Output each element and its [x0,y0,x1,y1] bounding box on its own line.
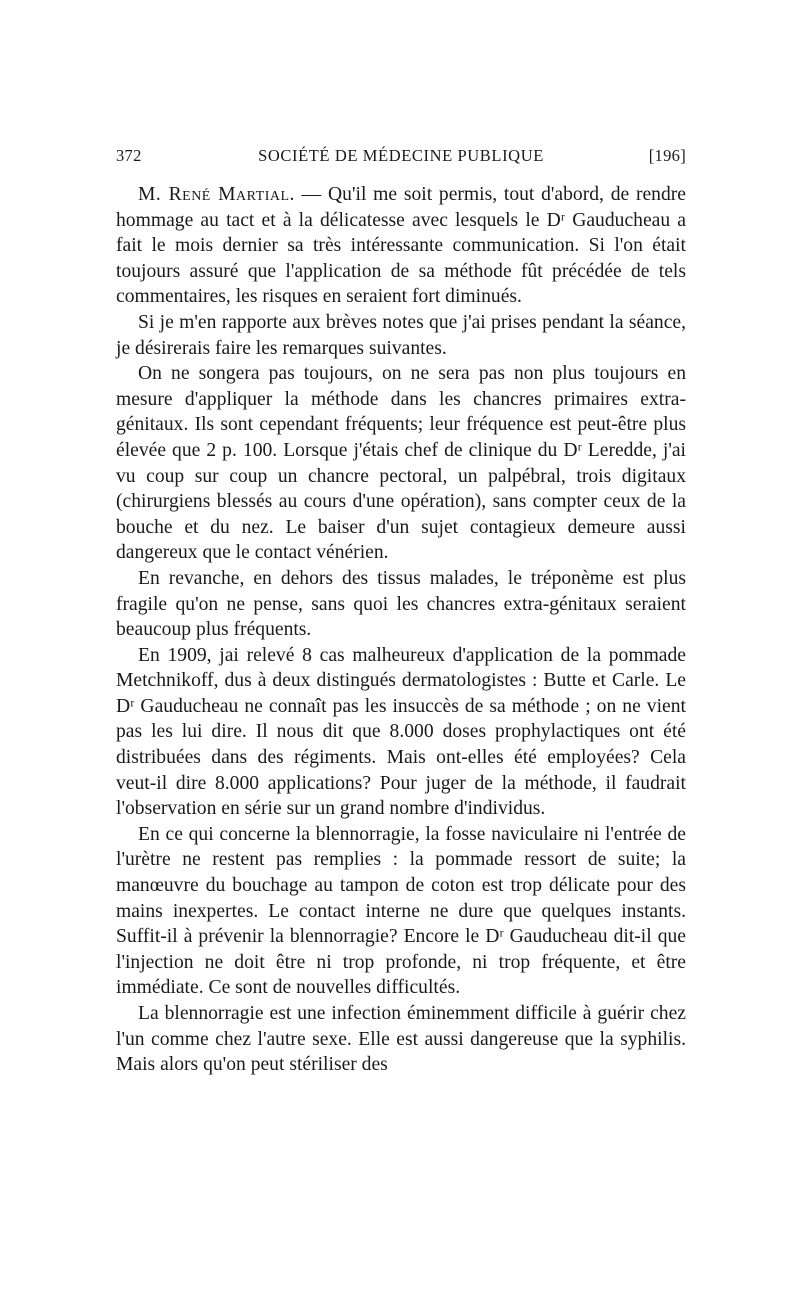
journal-title: SOCIÉTÉ DE MÉDECINE PUBLIQUE [258,146,544,165]
book-page [116,146,686,1078]
running-head [116,146,686,170]
paragraph [116,182,686,310]
paragraph: En 1909, jai relevé 8 cas malheureux d'application de la pommade Metchnikoff, dus à deux distingués dermatologistes : Butte et Carle. Le Dʳ Gauducheau ne connaît pas les insuccès de sa méthode ; on ne vient pas les lui dire. Il nous dit que 8.000 doses prophylactiques ont été distribuées dans des régiments. Mais ont-elles été employées? Cela veut-il dire 8.000 applications? Pour juger de la méthode, il faudrait l'observation en série sur un grand nombre d'individus. [116,644,686,820]
paragraph: Si je m'en rapporte aux brèves notes que j'ai prises pendant la séance, je désirerais faire les remarques suivantes. [116,311,686,359]
paragraph-text: — Qu'il me soit permis, tout d'abord, de rendre hommage au tact et à la délicatesse avec lesquels le Dʳ Gauducheau a fait le mois dernier sa très intéressante communication. Si l'on était toujours assuré que l'application de sa méthode fût précédée de tels commentaires, les risques en seraient fort diminués. [116,184,686,308]
paragraph: En ce qui concerne la blennorragie, la fosse naviculaire ni l'entrée de l'urètre ne restent pas remplies : la pommade ressort de suite; la manœuvre du bouchage au tampon de coton est trop délicate pour des mains inexpertes. Le contact interne ne dure que quelques instants. Suffit-il à prévenir la blennorragie? Encore le Dʳ Gauducheau dit-il que l'injection ne doit être ni trop profonde, ni trop fréquente, et être immédiate. Ce sont de nouvelles difficultés. [116,823,686,999]
paragraph: La blennorragie est une infection éminemment difficile à guérir chez l'un comme chez l'autre sexe. Elle est aussi dangereuse que la syphilis. Mais alors qu'on peut stériliser des [116,1003,686,1076]
speaker-name: M. René Martial. [138,184,295,205]
paragraph: En revanche, en dehors des tissus malades, le tréponème est plus fragile qu'on ne pense, sans quoi les chancres extra-génitaux seraient beaucoup plus fréquents. [116,567,686,641]
paragraph: On ne songera pas toujours, on ne sera pas non plus toujours en mesure d'appliquer la méthode dans les chancres primaires extra-génitaux. Ils sont cependant fréquents; leur fréquence est peut-être plus élevée que 2 p. 100. Lorsque j'étais chef de clinique du Dʳ Leredde, j'ai vu coup sur coup un chancre pectoral, un palpébral, trois digitaux (chirurgiens blessés au cours d'une opération), sans compter ceux de la bouche et du nez. Le baiser d'un sujet contagieux demeure aussi dangereux que le contact vénérien. [116,363,686,564]
page-number: 372 [116,146,142,165]
section-number: [196] [648,146,686,165]
body-text [116,182,686,1078]
